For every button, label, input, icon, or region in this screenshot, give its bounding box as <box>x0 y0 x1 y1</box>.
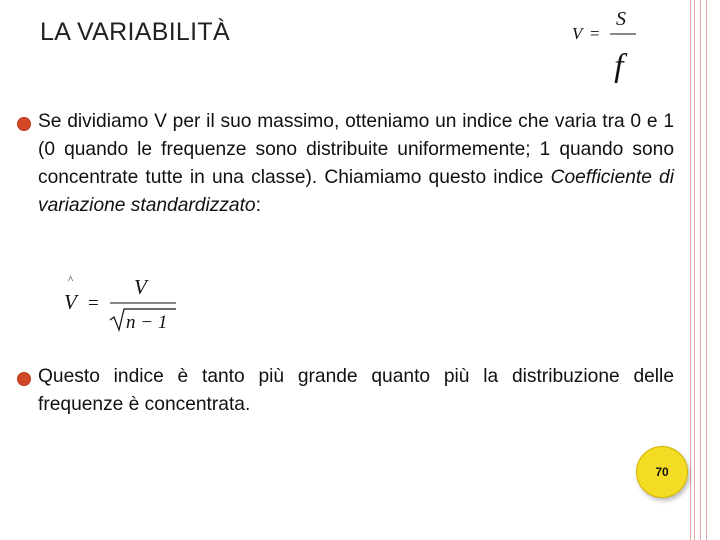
formula-standardized-coefficient <box>58 272 183 336</box>
formula-radicand: n − 1 <box>126 312 168 333</box>
decorative-line <box>706 0 707 540</box>
bullet-text-1-main: Se dividiamo V per il suo massimo, otteniamo un indice che varia tra 0 e 1 (0 quando le frequenze sono distribuite uniformemente; 1 quando sono concentrate tutte in una classe). Chiamiamo questo indice <box>38 111 674 188</box>
slide-title: LA VARIABILITÀ <box>40 18 230 46</box>
bullet-text-1-italic: Coefficiente di variazione standardizzato <box>38 167 674 216</box>
formula-eq: = <box>590 24 600 43</box>
formula-lhs: V <box>64 290 77 314</box>
page-number-badge: 70 <box>636 446 688 498</box>
decorative-line <box>700 0 701 540</box>
bullet-text-1-end: : <box>255 195 261 216</box>
bullet-text-2: Questo indice è tanto più grande quanto più la distribuzione delle frequenze è concentrata. <box>38 366 674 415</box>
formula-hat: ^ <box>68 274 74 286</box>
pie-bullet-icon <box>17 117 31 131</box>
formula-eq: = <box>88 293 99 314</box>
decorative-line <box>690 0 691 540</box>
formula-v-equals-s-over-f <box>566 5 646 83</box>
bullet-text-1 <box>38 108 674 220</box>
formula-numerator: V <box>134 275 147 299</box>
pie-bullet-icon <box>17 372 31 386</box>
formula-lhs: V <box>572 24 583 43</box>
formula-numerator: S <box>616 8 626 30</box>
decorative-line <box>694 0 695 540</box>
formula-denominator: f <box>614 48 624 83</box>
